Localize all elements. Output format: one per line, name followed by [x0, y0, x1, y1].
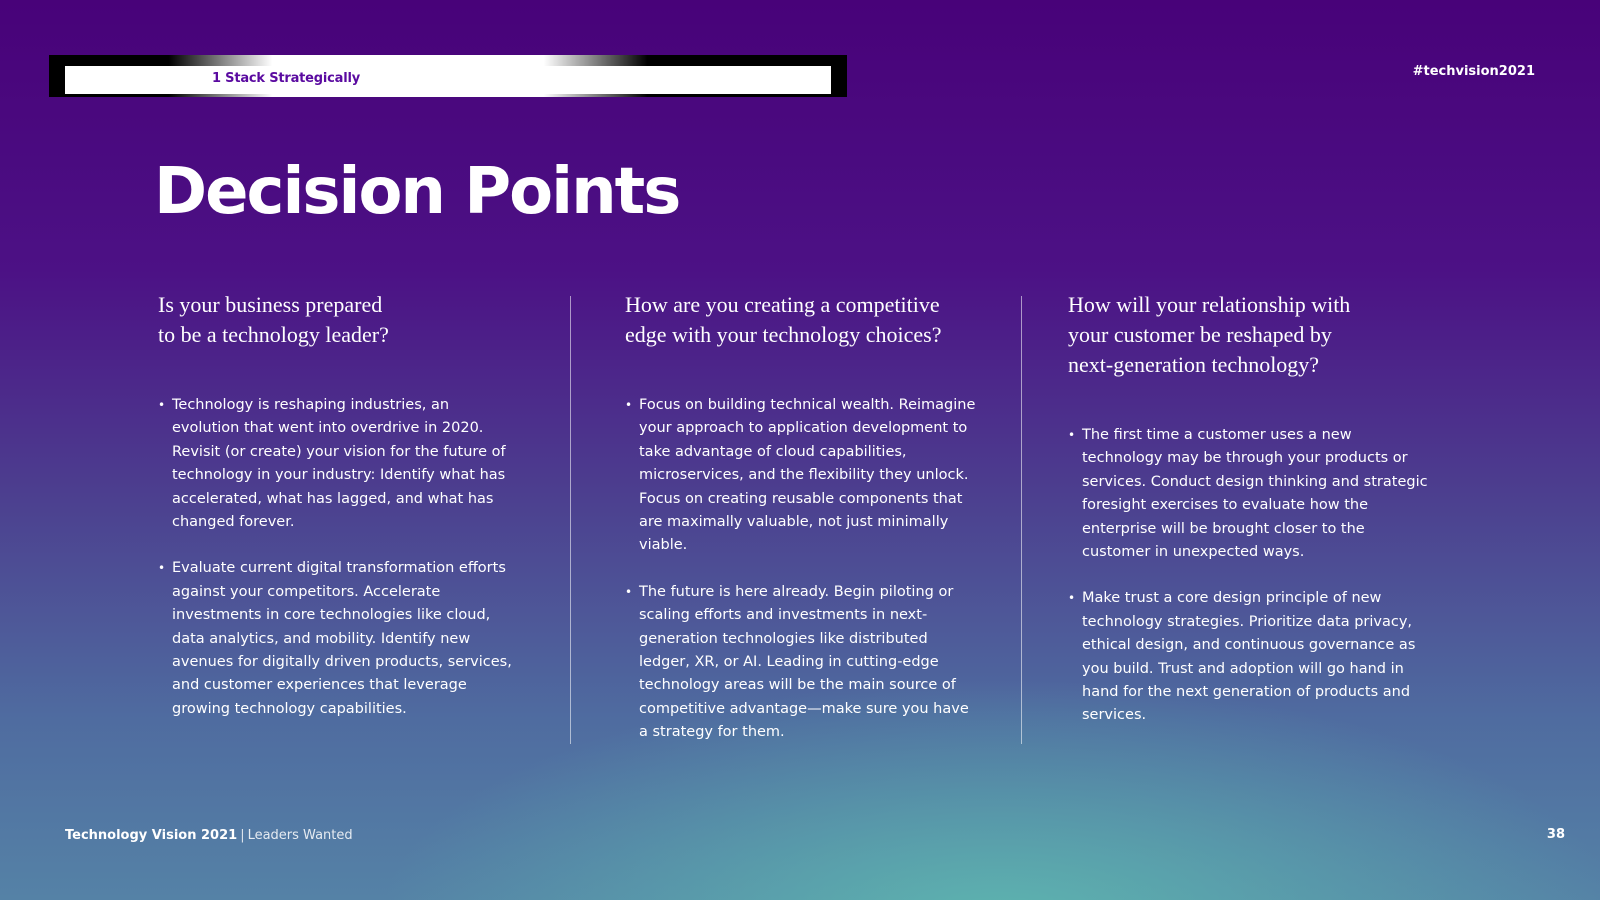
bullet-dot-icon: • — [625, 584, 633, 599]
decision-column-1 — [158, 290, 518, 744]
footer-separator: | — [240, 828, 245, 843]
bullet-list — [158, 394, 518, 721]
column-question: Is your business prepared to be a technology leader? — [158, 292, 389, 347]
bullet-text: The first time a customer uses a new technology may be through your products or services. Conduct design thinking and strategic foresight exercises to evaluate how the enterprise will be brought closer to the customer in unexpected ways. — [1082, 427, 1428, 561]
bullet-text: Make trust a core design principle of new technology strategies. Prioritize data privacy, ethical design, and continuous governance as you build. Trust and adoption will go hand in hand for the next generation of products and services. — [1082, 590, 1416, 724]
bullet-item — [625, 581, 980, 745]
column-divider — [570, 296, 571, 744]
decision-column-2 — [625, 290, 980, 768]
bullet-item — [625, 394, 980, 558]
footer-brand — [65, 828, 353, 843]
column-question: How will your relationship with your customer be reshaped by next-generation technology? — [1068, 292, 1351, 377]
column-divider — [1021, 296, 1022, 744]
footer-tagline: Leaders Wanted — [247, 828, 353, 843]
bullet-dot-icon: • — [1068, 428, 1076, 442]
bullet-item — [1068, 424, 1428, 564]
bullet-list — [625, 394, 980, 745]
bullet-dot-icon: • — [625, 398, 633, 412]
bullet-text: Evaluate current digital transformation efforts against your competitors. Accelerate investments in core technologies like cloud, data analytics, and mobility. Identify new avenues for digitally driven products, services, and customer experiences that leverage growing technology capabilities. — [172, 560, 512, 717]
bullet-dot-icon: • — [158, 398, 166, 412]
bullet-list — [1068, 424, 1428, 728]
footer-brand-name: Technology Vision 2021 — [65, 828, 238, 843]
bullet-text: Focus on building technical wealth. Reimagine your approach to application development to take advantage of cloud capabilities, microservices, and the flexibility they unlock. Focus on creating reusable components that are maximally valuable, not just minimally viable. — [639, 397, 976, 554]
bullet-item — [158, 394, 518, 534]
bullet-dot-icon: • — [158, 561, 166, 576]
section-banner — [49, 55, 847, 97]
page-title: Decision Points — [154, 155, 680, 229]
bullet-item — [1068, 587, 1428, 727]
column-question: How are you creating a competitive edge with your technology choices? — [625, 292, 942, 347]
bullet-text: Technology is reshaping industries, an evolution that went into overdrive in 2020. Revisit (or create) your vision for the future of technology in your industry: Identify what has accelerated, what has lagged, and what has changed forever. — [172, 397, 506, 531]
page-number: 38 — [1546, 827, 1565, 842]
bullet-dot-icon: • — [1068, 591, 1076, 606]
hashtag: #techvision2021 — [1412, 64, 1535, 79]
bullet-item — [158, 557, 518, 721]
section-banner-inner — [65, 66, 831, 94]
bullet-text: The future is here already. Begin piloting or scaling efforts and investments in next-generation technologies like distributed ledger, XR, or AI. Leading in cutting-edge technology areas will be the main source of competitive advantage—make sure you have a strategy for them. — [639, 583, 969, 741]
section-label: 1 Stack Strategically — [212, 71, 361, 86]
decision-column-3 — [1068, 290, 1428, 751]
